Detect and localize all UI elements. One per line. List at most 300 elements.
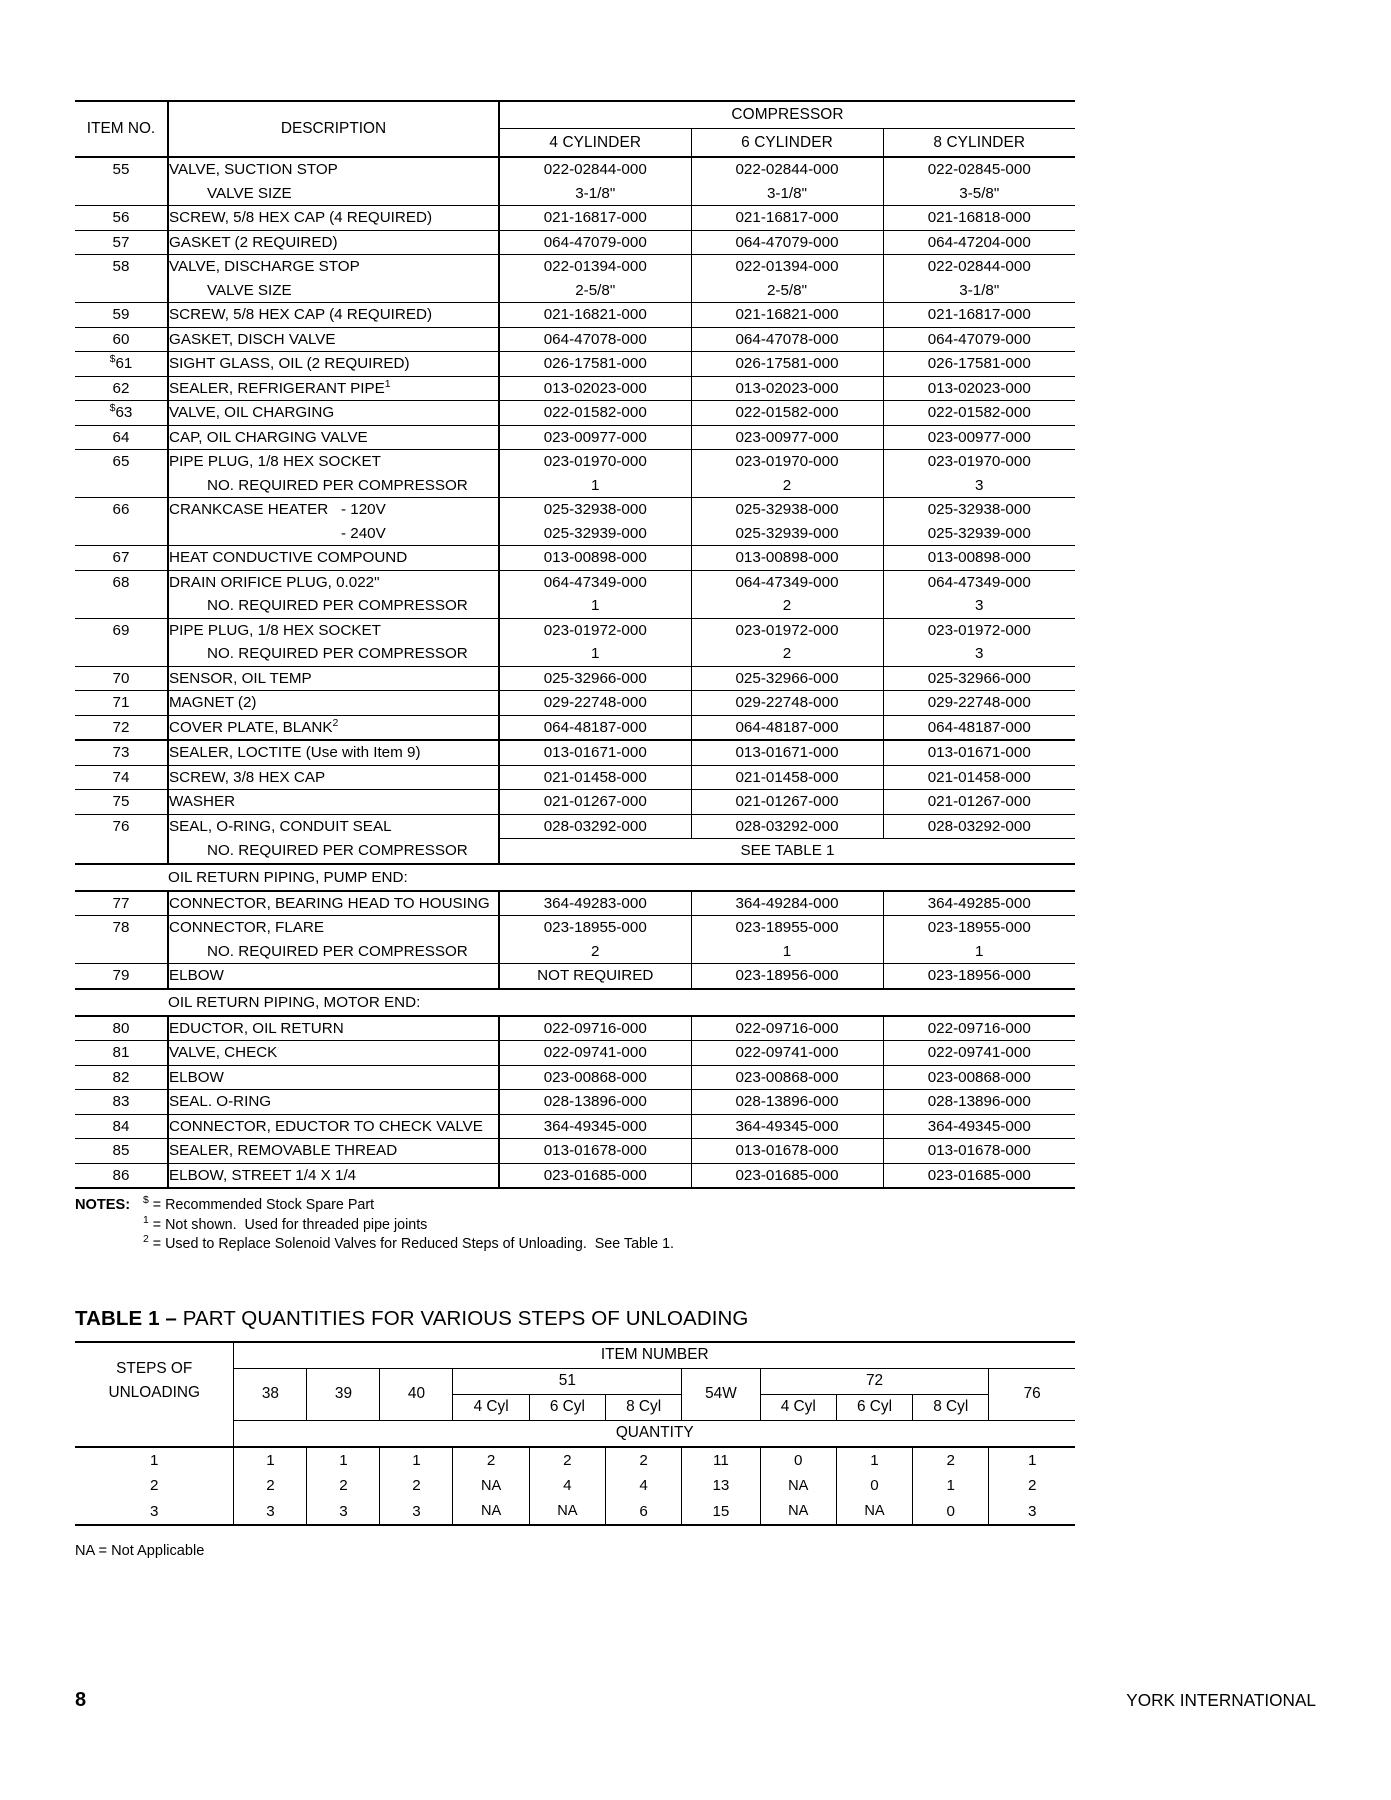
table-row — [75, 230, 1075, 255]
col-header-51: 51 — [453, 1368, 682, 1394]
table-row — [75, 303, 1075, 328]
value-4-cylinder: 013-01671-000 — [499, 740, 691, 765]
table-row — [75, 839, 1075, 864]
table-row — [75, 916, 1075, 940]
item-number: 77 — [75, 891, 168, 916]
table-row — [75, 891, 1075, 916]
value-6-cylinder: 023-01972-000 — [691, 618, 883, 642]
item-number: 82 — [75, 1065, 168, 1090]
value-8-cylinder: 3 — [883, 642, 1075, 666]
header-4-cylinder: 4 CYLINDER — [499, 129, 691, 158]
item-number: 83 — [75, 1090, 168, 1115]
item-description: HEAT CONDUCTIVE COMPOUND — [168, 546, 499, 571]
parts-header-row-1 — [75, 101, 1075, 129]
col-header-76: 76 — [989, 1368, 1075, 1420]
col-header-40: 40 — [380, 1368, 453, 1420]
value-6-cylinder: 023-18956-000 — [691, 964, 883, 989]
value-6-cylinder: 022-09741-000 — [691, 1041, 883, 1066]
header-item-no: ITEM NO. — [75, 101, 168, 157]
value-4-cylinder: 064-47349-000 — [499, 570, 691, 594]
value-8-cylinder: 023-18955-000 — [883, 916, 1075, 940]
value-4-cylinder: NOT REQUIRED — [499, 964, 691, 989]
item-description: CONNECTOR, BEARING HEAD TO HOUSING — [168, 891, 499, 916]
value-4-cylinder: 1 — [499, 474, 691, 498]
table-row — [75, 206, 1075, 231]
table-row — [75, 255, 1075, 279]
qty-51-8cyl: 4 — [605, 1473, 681, 1499]
value-4-cylinder: 013-00898-000 — [499, 546, 691, 571]
table-row — [75, 1114, 1075, 1139]
value-4-cylinder: 025-32939-000 — [499, 522, 691, 546]
note-line: $ = Recommended Stock Spare Part — [143, 1195, 375, 1213]
table-row — [75, 157, 1075, 182]
value-6-cylinder: 013-02023-000 — [691, 376, 883, 401]
qty-76: 1 — [989, 1447, 1075, 1474]
table-row — [75, 940, 1075, 964]
item-number: 64 — [75, 425, 168, 450]
table-row — [75, 1090, 1075, 1115]
value-6-cylinder: 025-32938-000 — [691, 498, 883, 522]
value-6-cylinder: 022-09716-000 — [691, 1016, 883, 1041]
table-row — [75, 1016, 1075, 1041]
item-description: SCREW, 5/8 HEX CAP (4 REQUIRED) — [168, 206, 499, 231]
item-number — [75, 474, 168, 498]
notes-block — [75, 1196, 1316, 1255]
item-description: DRAIN ORIFICE PLUG, 0.022" — [168, 570, 499, 594]
table-row — [75, 376, 1075, 401]
subcol-72-4cyl: 4 Cyl — [760, 1394, 836, 1420]
item-description: NO. REQUIRED PER COMPRESSOR — [168, 594, 499, 618]
value-8-cylinder: 1 — [883, 940, 1075, 964]
item-number: 58 — [75, 255, 168, 279]
item-number: 66 — [75, 498, 168, 522]
value-6-cylinder: 023-18955-000 — [691, 916, 883, 940]
subcol-51-4cyl: 4 Cyl — [453, 1394, 529, 1420]
qty-51-8cyl: 6 — [605, 1499, 681, 1526]
value-4-cylinder: 023-01972-000 — [499, 618, 691, 642]
header-compressor: COMPRESSOR — [499, 101, 1075, 129]
value-all-cylinders: SEE TABLE 1 — [499, 839, 1075, 864]
table-row — [75, 740, 1075, 765]
value-4-cylinder: 023-00868-000 — [499, 1065, 691, 1090]
item-number: 71 — [75, 691, 168, 716]
section-title: OIL RETURN PIPING, PUMP END: — [168, 864, 1075, 891]
item-description: SENSOR, OIL TEMP — [168, 666, 499, 691]
table-row — [75, 1065, 1075, 1090]
qty-76: 2 — [989, 1473, 1075, 1499]
value-6-cylinder: 064-48187-000 — [691, 715, 883, 740]
note-marker: 1 — [143, 1214, 149, 1226]
value-8-cylinder: 023-01972-000 — [883, 618, 1075, 642]
table1-footnote: NA = Not Applicable — [75, 1543, 205, 1559]
value-6-cylinder: 023-00977-000 — [691, 425, 883, 450]
value-6-cylinder: 022-02844-000 — [691, 157, 883, 182]
value-6-cylinder: 064-47078-000 — [691, 327, 883, 352]
item-description: VALVE SIZE — [168, 182, 499, 206]
item-number: 62 — [75, 376, 168, 401]
value-6-cylinder: 023-00868-000 — [691, 1065, 883, 1090]
qty-40: 2 — [380, 1473, 453, 1499]
value-8-cylinder: 025-32939-000 — [883, 522, 1075, 546]
item-number: 79 — [75, 964, 168, 989]
table-row — [75, 790, 1075, 815]
qty-54w: 15 — [682, 1499, 760, 1526]
table-row — [75, 1163, 1075, 1188]
table-row — [75, 666, 1075, 691]
value-4-cylinder: 013-01678-000 — [499, 1139, 691, 1164]
item-number: 60 — [75, 327, 168, 352]
table-row — [75, 594, 1075, 618]
item-number: 76 — [75, 814, 168, 839]
table-row — [75, 964, 1075, 989]
item-description: NO. REQUIRED PER COMPRESSOR — [168, 940, 499, 964]
value-6-cylinder: 021-01458-000 — [691, 765, 883, 790]
item-description: GASKET, DISCH VALVE — [168, 327, 499, 352]
item-number: 75 — [75, 790, 168, 815]
item-description: VALVE SIZE — [168, 279, 499, 303]
table-row — [75, 474, 1075, 498]
col-header-72: 72 — [760, 1368, 989, 1394]
note-marker: $ — [143, 1195, 149, 1207]
value-4-cylinder: 364-49283-000 — [499, 891, 691, 916]
table-row — [75, 814, 1075, 839]
qty-51-8cyl: 2 — [605, 1447, 681, 1474]
item-number — [75, 642, 168, 666]
item-number — [75, 182, 168, 206]
item-number: $61 — [75, 352, 168, 377]
table1-title-rest: PART QUANTITIES FOR VARIOUS STEPS OF UNLOADING — [176, 1306, 749, 1330]
item-description: NO. REQUIRED PER COMPRESSOR — [168, 474, 499, 498]
item-description: COVER PLATE, BLANK$^2$ — [168, 715, 499, 740]
table1-title-bold: TABLE 1 – — [75, 1306, 177, 1330]
table1-quantity-row — [75, 1420, 1075, 1447]
value-8-cylinder: 013-01671-000 — [883, 740, 1075, 765]
item-description: SIGHT GLASS, OIL (2 REQUIRED) — [168, 352, 499, 377]
item-number: 69 — [75, 618, 168, 642]
header-6-cylinder: 6 CYLINDER — [691, 129, 883, 158]
qty-72-4cyl: NA — [760, 1473, 836, 1499]
section-spacer — [75, 864, 168, 891]
value-8-cylinder: 021-01267-000 — [883, 790, 1075, 815]
item-number: 84 — [75, 1114, 168, 1139]
value-6-cylinder: 064-47079-000 — [691, 230, 883, 255]
table-row — [75, 352, 1075, 377]
subcol-51-8cyl: 8 Cyl — [605, 1394, 681, 1420]
value-6-cylinder: 021-16821-000 — [691, 303, 883, 328]
value-8-cylinder: 3 — [883, 594, 1075, 618]
value-6-cylinder: 2 — [691, 642, 883, 666]
qty-76: 3 — [989, 1499, 1075, 1526]
table-row — [75, 570, 1075, 594]
table-row — [75, 498, 1075, 522]
note-marker: 2 — [143, 1234, 149, 1246]
header-description: DESCRIPTION — [168, 101, 499, 157]
value-8-cylinder: 022-02844-000 — [883, 255, 1075, 279]
subcol-72-6cyl: 6 Cyl — [836, 1394, 912, 1420]
item-number — [75, 279, 168, 303]
value-4-cylinder: 029-22748-000 — [499, 691, 691, 716]
item-description: VALVE, DISCHARGE STOP — [168, 255, 499, 279]
section-header-row — [75, 864, 1075, 891]
value-8-cylinder: 013-02023-000 — [883, 376, 1075, 401]
value-4-cylinder: 013-02023-000 — [499, 376, 691, 401]
qty-38: 3 — [234, 1499, 307, 1526]
value-8-cylinder: 026-17581-000 — [883, 352, 1075, 377]
value-6-cylinder: 025-32966-000 — [691, 666, 883, 691]
value-4-cylinder: 028-13896-000 — [499, 1090, 691, 1115]
table-row — [75, 618, 1075, 642]
value-4-cylinder: 2 — [499, 940, 691, 964]
qty-54w: 13 — [682, 1473, 760, 1499]
value-4-cylinder: 022-01582-000 — [499, 401, 691, 426]
value-8-cylinder: 022-09741-000 — [883, 1041, 1075, 1066]
value-8-cylinder: 3 — [883, 474, 1075, 498]
value-4-cylinder: 023-00977-000 — [499, 425, 691, 450]
item-description: SEALER, REMOVABLE THREAD — [168, 1139, 499, 1164]
item-number: 65 — [75, 450, 168, 474]
steps-value: 2 — [149, 1477, 159, 1495]
item-description: VALVE, CHECK — [168, 1041, 499, 1066]
qty-39: 1 — [307, 1447, 380, 1474]
value-8-cylinder: 023-00868-000 — [883, 1065, 1075, 1090]
item-description: MAGNET (2) — [168, 691, 499, 716]
value-6-cylinder: 364-49345-000 — [691, 1114, 883, 1139]
table1-header-row-1 — [75, 1342, 1075, 1369]
value-6-cylinder: 3-1/8" — [691, 182, 883, 206]
table-row — [75, 691, 1075, 716]
qty-72-8cyl: 1 — [913, 1473, 989, 1499]
item-number — [75, 522, 168, 546]
item-description: CRANKCASE HEATER - 120V — [168, 498, 499, 522]
value-8-cylinder: 021-16818-000 — [883, 206, 1075, 231]
value-4-cylinder: 3-1/8" — [499, 182, 691, 206]
qty-72-8cyl: 0 — [913, 1499, 989, 1526]
value-6-cylinder: 022-01582-000 — [691, 401, 883, 426]
value-6-cylinder: 013-01671-000 — [691, 740, 883, 765]
value-4-cylinder: 021-16817-000 — [499, 206, 691, 231]
item-description: SCREW, 3/8 HEX CAP — [168, 765, 499, 790]
item-number: 85 — [75, 1139, 168, 1164]
value-8-cylinder: 064-47349-000 — [883, 570, 1075, 594]
value-8-cylinder: 021-01458-000 — [883, 765, 1075, 790]
company-name: YORK INTERNATIONAL — [1126, 1690, 1316, 1710]
table1 — [75, 1341, 1075, 1527]
note-line: $^1$ = Not shown. Used for threaded pipe joints — [143, 1214, 428, 1233]
value-8-cylinder: 064-48187-000 — [883, 715, 1075, 740]
item-number: 55 — [75, 157, 168, 182]
section-header-row — [75, 989, 1075, 1016]
value-4-cylinder: 021-01267-000 — [499, 790, 691, 815]
item-description: ELBOW, STREET 1/4 X 1/4 — [168, 1163, 499, 1188]
qty-51-4cyl: NA — [453, 1473, 529, 1499]
item-number: 67 — [75, 546, 168, 571]
page-number: 8 — [75, 1689, 87, 1711]
item-description: CAP, OIL CHARGING VALVE — [168, 425, 499, 450]
item-number: 81 — [75, 1041, 168, 1066]
item-description: SEALER, LOCTITE (Use with Item 9) — [168, 740, 499, 765]
item-description: PIPE PLUG, 1/8 HEX SOCKET — [168, 618, 499, 642]
table-row — [75, 450, 1075, 474]
item-number — [75, 594, 168, 618]
item-number — [75, 940, 168, 964]
col-header-38: 38 — [234, 1368, 307, 1420]
subcol-51-6cyl: 6 Cyl — [529, 1394, 605, 1420]
qty-72-4cyl: 0 — [760, 1447, 836, 1474]
item-number: 56 — [75, 206, 168, 231]
table-row — [75, 425, 1075, 450]
qty-38: 2 — [234, 1473, 307, 1499]
value-4-cylinder: 022-01394-000 — [499, 255, 691, 279]
qty-40: 1 — [380, 1447, 453, 1474]
value-4-cylinder: 1 — [499, 594, 691, 618]
qty-72-6cyl: 1 — [836, 1447, 912, 1474]
value-6-cylinder: 021-16817-000 — [691, 206, 883, 231]
value-8-cylinder: 028-13896-000 — [883, 1090, 1075, 1115]
value-4-cylinder: 064-47079-000 — [499, 230, 691, 255]
table-row — [75, 327, 1075, 352]
item-number: $63 — [75, 401, 168, 426]
qty-51-6cyl: NA — [529, 1499, 605, 1526]
parts-table — [75, 100, 1075, 1189]
value-8-cylinder: 364-49345-000 — [883, 1114, 1075, 1139]
item-description: SEALER, REFRIGERANT PIPE$^1$ — [168, 376, 499, 401]
item-number: 74 — [75, 765, 168, 790]
qty-72-6cyl: NA — [836, 1499, 912, 1526]
table-row — [75, 546, 1075, 571]
value-8-cylinder: 3-1/8" — [883, 279, 1075, 303]
value-8-cylinder: 013-01678-000 — [883, 1139, 1075, 1164]
table-row — [75, 401, 1075, 426]
value-8-cylinder: 023-00977-000 — [883, 425, 1075, 450]
value-6-cylinder: 023-01685-000 — [691, 1163, 883, 1188]
value-4-cylinder: 022-09741-000 — [499, 1041, 691, 1066]
subcol-72-8cyl: 8 Cyl — [913, 1394, 989, 1420]
value-8-cylinder: 023-18956-000 — [883, 964, 1075, 989]
value-6-cylinder: 026-17581-000 — [691, 352, 883, 377]
steps-value: 3 — [75, 1499, 234, 1526]
value-8-cylinder: 028-03292-000 — [883, 814, 1075, 839]
value-8-cylinder: 022-09716-000 — [883, 1016, 1075, 1041]
table-row — [75, 715, 1075, 740]
value-6-cylinder: 025-32939-000 — [691, 522, 883, 546]
item-description: SEAL. O-RING — [168, 1090, 499, 1115]
item-number: 80 — [75, 1016, 168, 1041]
table-row — [75, 182, 1075, 206]
col-header-54w: 54W — [682, 1368, 760, 1420]
value-6-cylinder: 028-13896-000 — [691, 1090, 883, 1115]
value-4-cylinder: 025-32966-000 — [499, 666, 691, 691]
table1-data-row — [75, 1473, 1075, 1499]
item-number: 72 — [75, 715, 168, 740]
table1-title — [75, 1307, 1316, 1331]
item-description: ELBOW — [168, 964, 499, 989]
value-4-cylinder: 028-03292-000 — [499, 814, 691, 839]
table-row — [75, 1139, 1075, 1164]
value-4-cylinder: 064-47078-000 — [499, 327, 691, 352]
qty-54w: 11 — [682, 1447, 760, 1474]
item-number: 57 — [75, 230, 168, 255]
item-description: EDUCTOR, OIL RETURN — [168, 1016, 499, 1041]
value-4-cylinder: 022-02844-000 — [499, 157, 691, 182]
value-6-cylinder: 013-00898-000 — [691, 546, 883, 571]
item-number: 59 — [75, 303, 168, 328]
value-4-cylinder: 021-16821-000 — [499, 303, 691, 328]
value-4-cylinder: 023-01685-000 — [499, 1163, 691, 1188]
value-8-cylinder: 023-01685-000 — [883, 1163, 1075, 1188]
item-description: - 240V — [168, 522, 499, 546]
item-description: WASHER — [168, 790, 499, 815]
value-4-cylinder: 023-01970-000 — [499, 450, 691, 474]
value-8-cylinder: 364-49285-000 — [883, 891, 1075, 916]
qty-40: 3 — [380, 1499, 453, 1526]
table-row — [75, 765, 1075, 790]
notes-label: NOTES: — [75, 1197, 131, 1213]
value-4-cylinder: 1 — [499, 642, 691, 666]
item-number: 68 — [75, 570, 168, 594]
section-title: OIL RETURN PIPING, MOTOR END: — [168, 989, 1075, 1016]
value-8-cylinder: 013-00898-000 — [883, 546, 1075, 571]
value-6-cylinder: 2-5/8" — [691, 279, 883, 303]
item-description: NO. REQUIRED PER COMPRESSOR — [168, 839, 499, 864]
item-number: 73 — [75, 740, 168, 765]
value-8-cylinder: 021-16817-000 — [883, 303, 1075, 328]
value-8-cylinder: 3-5/8" — [883, 182, 1075, 206]
qty-39: 2 — [307, 1473, 380, 1499]
item-description: VALVE, OIL CHARGING — [168, 401, 499, 426]
item-number — [75, 839, 168, 864]
qty-39: 3 — [307, 1499, 380, 1526]
value-8-cylinder: 064-47079-000 — [883, 327, 1075, 352]
item-number: 86 — [75, 1163, 168, 1188]
item-description: VALVE, SUCTION STOP — [168, 157, 499, 182]
item-description: SEAL, O-RING, CONDUIT SEAL — [168, 814, 499, 839]
qty-72-8cyl: 2 — [913, 1447, 989, 1474]
item-number-header: ITEM NUMBER — [234, 1342, 1075, 1369]
table1-data-row — [75, 1447, 1075, 1474]
qty-51-6cyl: 2 — [529, 1447, 605, 1474]
item-description: CONNECTOR, FLARE — [168, 916, 499, 940]
value-6-cylinder: 064-47349-000 — [691, 570, 883, 594]
table-row — [75, 279, 1075, 303]
qty-72-6cyl: 0 — [836, 1473, 912, 1499]
col-header-39: 39 — [307, 1368, 380, 1420]
value-4-cylinder: 025-32938-000 — [499, 498, 691, 522]
steps-value: 1 — [75, 1447, 234, 1474]
qty-51-4cyl: NA — [453, 1499, 529, 1526]
value-6-cylinder: 1 — [691, 940, 883, 964]
value-6-cylinder: 013-01678-000 — [691, 1139, 883, 1164]
value-6-cylinder: 2 — [691, 594, 883, 618]
header-8-cylinder: 8 CYLINDER — [883, 129, 1075, 158]
value-4-cylinder: 2-5/8" — [499, 279, 691, 303]
item-description: PIPE PLUG, 1/8 HEX SOCKET — [168, 450, 499, 474]
value-4-cylinder: 064-48187-000 — [499, 715, 691, 740]
value-4-cylinder: 026-17581-000 — [499, 352, 691, 377]
value-8-cylinder: 064-47204-000 — [883, 230, 1075, 255]
table1-data-row — [75, 1499, 1075, 1526]
value-6-cylinder: 028-03292-000 — [691, 814, 883, 839]
value-4-cylinder: 021-01458-000 — [499, 765, 691, 790]
value-6-cylinder: 364-49284-000 — [691, 891, 883, 916]
value-6-cylinder: 021-01267-000 — [691, 790, 883, 815]
item-number: 78 — [75, 916, 168, 940]
qty-38: 1 — [234, 1447, 307, 1474]
table-row — [75, 522, 1075, 546]
value-4-cylinder: 022-09716-000 — [499, 1016, 691, 1041]
value-6-cylinder: 023-01970-000 — [691, 450, 883, 474]
value-8-cylinder: 022-02845-000 — [883, 157, 1075, 182]
quantity-spacer — [75, 1420, 234, 1447]
